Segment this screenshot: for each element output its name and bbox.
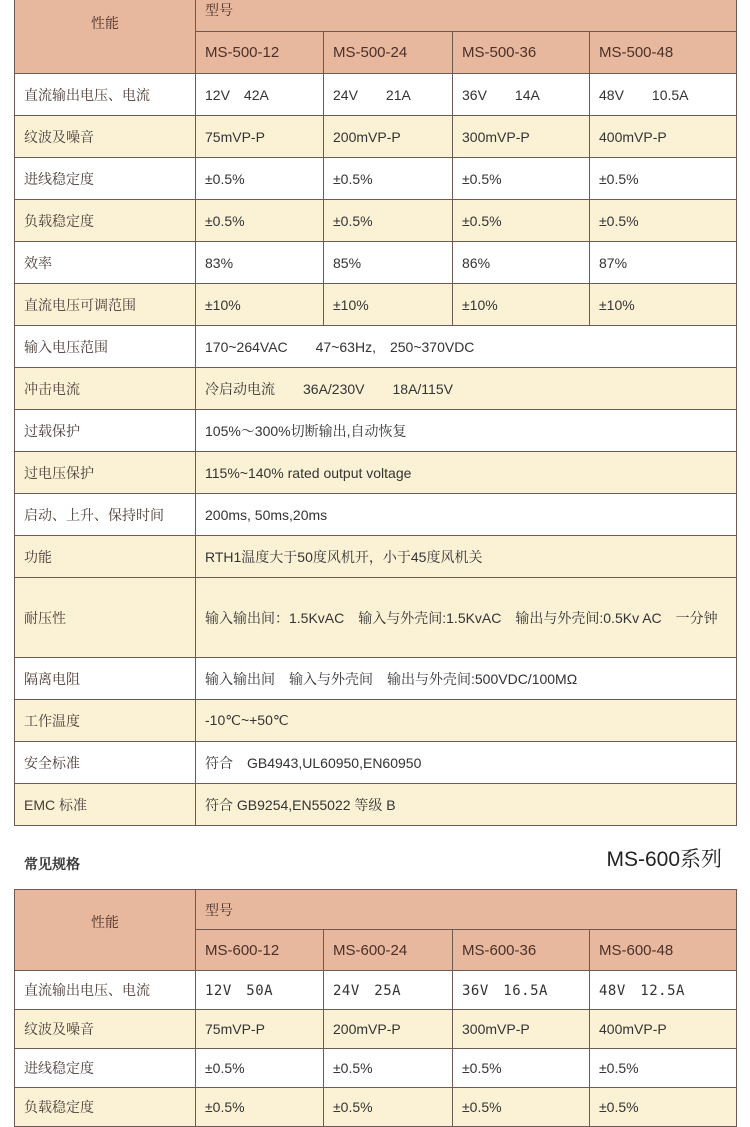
row-label: 效率	[15, 242, 196, 284]
perf-header: 性能	[15, 0, 196, 74]
row-label: 功能	[15, 536, 196, 578]
row-label: 冲击电流	[15, 368, 196, 410]
table-row	[15, 971, 737, 1010]
table-row	[15, 200, 737, 242]
cell: ±0.5%	[196, 158, 324, 200]
cell: 48V 10.5A	[590, 74, 737, 116]
cell: 400mVP-P	[590, 1010, 737, 1049]
row-label: 隔离电阻	[15, 658, 196, 700]
table-row	[15, 578, 737, 658]
model-name: MS-500-12	[196, 32, 324, 74]
cell: ±0.5%	[324, 1088, 453, 1127]
table-row	[15, 242, 737, 284]
table-row	[15, 368, 737, 410]
cell: 24V 25A	[324, 971, 453, 1010]
row-label: 进线稳定度	[15, 158, 196, 200]
table-row	[15, 784, 737, 826]
cell: 86%	[453, 242, 590, 284]
row-label: 纹波及噪音	[15, 1010, 196, 1049]
model-name: MS-500-48	[590, 32, 737, 74]
cell: 输入输出间 输入与外壳间 输出与外壳间:500VDC/100MΩ	[196, 658, 737, 700]
cell: ±0.5%	[453, 200, 590, 242]
perf-header: 性能	[15, 890, 196, 971]
cell: 符合 GB4943,UL60950,EN60950	[196, 742, 737, 784]
row-label: 纹波及噪音	[15, 116, 196, 158]
cell: ±0.5%	[590, 200, 737, 242]
cell: ±0.5%	[453, 1049, 590, 1088]
cell: 200ms, 50ms,20ms	[196, 494, 737, 536]
row-label: 安全标准	[15, 742, 196, 784]
cell: ±10%	[196, 284, 324, 326]
cell: 12V 50A	[196, 971, 324, 1010]
row-label: 负载稳定度	[15, 1088, 196, 1127]
table-row	[15, 658, 737, 700]
row-label: 耐压性	[15, 578, 196, 658]
row-label: 工作温度	[15, 700, 196, 742]
table-row	[15, 536, 737, 578]
row-label: 进线稳定度	[15, 1049, 196, 1088]
row-label: 负载稳定度	[15, 200, 196, 242]
cell: 170~264VAC 47~63Hz, 250~370VDC	[196, 326, 737, 368]
series-title: MS-600系列	[606, 848, 722, 871]
model-name: MS-600-24	[324, 930, 453, 971]
table-row	[15, 326, 737, 368]
cell: ±0.5%	[453, 1088, 590, 1127]
cell: ±0.5%	[196, 1049, 324, 1088]
cell: ±0.5%	[196, 200, 324, 242]
cell: 300mVP-P	[453, 116, 590, 158]
cell: ±0.5%	[324, 200, 453, 242]
cell: ±0.5%	[590, 1088, 737, 1127]
cell: 87%	[590, 242, 737, 284]
cell: ±0.5%	[196, 1088, 324, 1127]
table-row	[15, 284, 737, 326]
cell: -10℃~+50℃	[196, 700, 737, 742]
table-row	[15, 116, 737, 158]
row-label: 输入电压范围	[15, 326, 196, 368]
table-row	[15, 494, 737, 536]
model-name: MS-600-48	[590, 930, 737, 971]
cell: 400mVP-P	[590, 116, 737, 158]
cell: ±0.5%	[324, 1049, 453, 1088]
cell: ±0.5%	[453, 158, 590, 200]
cell: RTH1温度大于50度风机开，小于45度风机关	[196, 536, 737, 578]
spec-table-ms500	[14, 0, 737, 826]
cell: 24V 21A	[324, 74, 453, 116]
spec-table-ms600	[14, 889, 737, 1127]
row-label: 过载保护	[15, 410, 196, 452]
row-label: 启动、上升、保持时间	[15, 494, 196, 536]
row-label: 过电压保护	[15, 452, 196, 494]
cell: ±10%	[324, 284, 453, 326]
cell: 12V 42A	[196, 74, 324, 116]
cell: 105%～300%切断输出,自动恢复	[196, 410, 737, 452]
model-header: 型号	[196, 0, 737, 32]
model-header: 型号	[196, 890, 737, 930]
table-row	[15, 74, 737, 116]
table-row	[15, 700, 737, 742]
model-name: MS-500-24	[324, 32, 453, 74]
section-title: 常见规格	[24, 857, 80, 873]
row-label: EMC 标准	[15, 784, 196, 826]
table-row	[15, 1088, 737, 1127]
cell: 115%~140% rated output voltage	[196, 452, 737, 494]
cell: 75mVP-P	[196, 1010, 324, 1049]
model-name: MS-500-36	[453, 32, 590, 74]
table-row	[15, 158, 737, 200]
table-row	[15, 1049, 737, 1088]
cell: 冷启动电流 36A/230V 18A/115V	[196, 368, 737, 410]
cell: 85%	[324, 242, 453, 284]
table-row	[15, 410, 737, 452]
row-label: 直流输出电压、电流	[15, 74, 196, 116]
cell: 200mVP-P	[324, 1010, 453, 1049]
cell: 83%	[196, 242, 324, 284]
row-label: 直流电压可调范围	[15, 284, 196, 326]
cell: 符合 GB9254,EN55022 等级 B	[196, 784, 737, 826]
model-name: MS-600-36	[453, 930, 590, 971]
cell: 75mVP-P	[196, 116, 324, 158]
model-name: MS-600-12	[196, 930, 324, 971]
cell: 输入输出间：1.5KvAC 输入与外壳间:1.5KvAC 输出与外壳间:0.5Kv AC 一分钟	[196, 578, 737, 658]
table-row	[15, 742, 737, 784]
cell: 36V 14A	[453, 74, 590, 116]
cell: 200mVP-P	[324, 116, 453, 158]
cell: ±0.5%	[590, 158, 737, 200]
table-row	[15, 1010, 737, 1049]
table-row	[15, 452, 737, 494]
row-label: 直流输出电压、电流	[15, 971, 196, 1010]
cell: 48V 12.5A	[590, 971, 737, 1010]
cell: 300mVP-P	[453, 1010, 590, 1049]
cell: ±10%	[590, 284, 737, 326]
cell: ±0.5%	[590, 1049, 737, 1088]
cell: 36V 16.5A	[453, 971, 590, 1010]
cell: ±10%	[453, 284, 590, 326]
cell: ±0.5%	[324, 158, 453, 200]
